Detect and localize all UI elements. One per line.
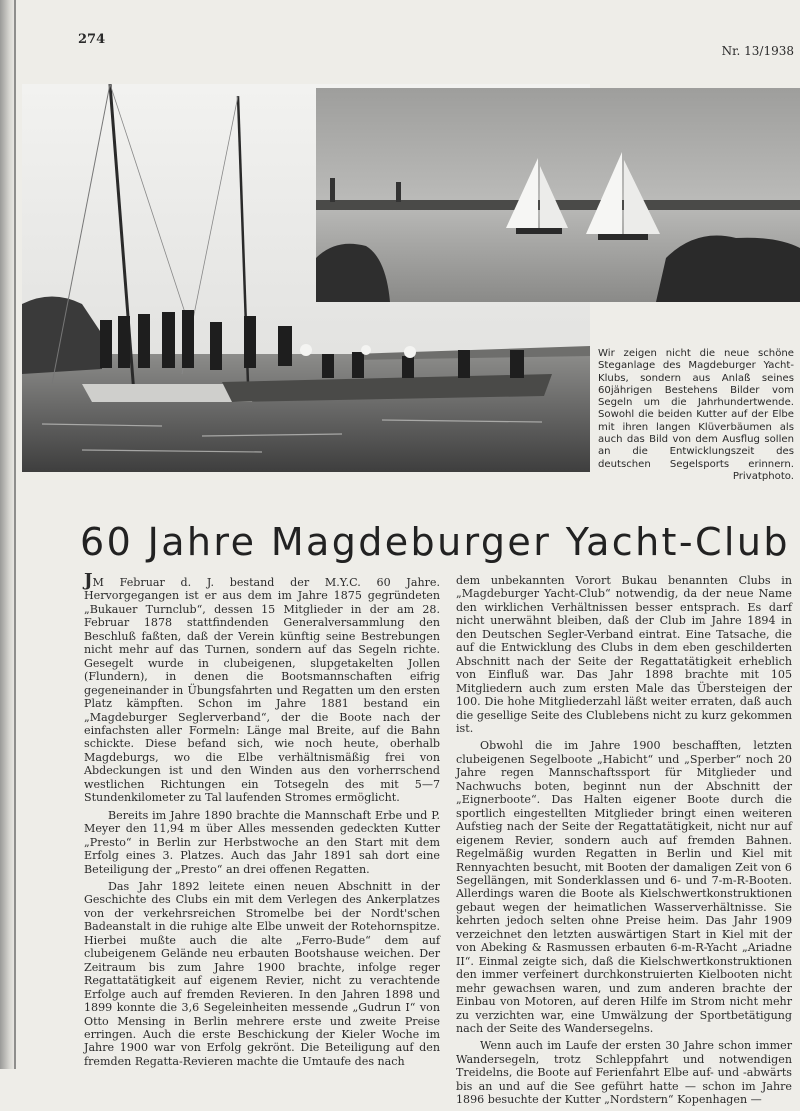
- paragraph: Wenn auch im Laufe der ersten 30 Jahre schon immer Wandersegeln, trotz Schleppfahrt und notwendigen Treidelns, die Boote auf Ferienfahrt Elbe auf- und -abwärts bis an und auf die See geführt hatte — schon im Jahre 1896 besuchte der Kutter „Nordstern“ Kopenhagen —: [456, 1039, 792, 1107]
- photo-two-sailboats: [316, 88, 800, 302]
- page-edge-line: [14, 0, 16, 1069]
- caption-text: Wir zeigen nicht die neue schöne Steganlage des Magdeburger Yacht-Klubs, sondern aus Anlaß seines 60jährigen Bestehens Bilder vom Segeln um die Jahrhundertwende. Sowohl die beiden Kutter auf der Elbe mit ihren langen Klüverbäumen als auch das Bild von dem Ausflug sollen an die Entwicklungszeit des deutschen Segelsports erinnern.: [598, 348, 794, 470]
- photo-caption: [598, 348, 794, 483]
- paragraph: Obwohl die im Jahre 1900 beschafften, letzten clubeigenen Segelboote „Habicht“ und „Sperber“ noch 20 Jahre regen Mannschaftssport für Mitglieder und Nachwuchs boten, beginnt nun der Abschnitt der „Eignerboote“. Das Halten eigener Boote durch die sportlich eingestellten Mitglieder bringt einen weiteren Aufstieg nach der Seite der Regattatätigkeit, nicht nur auf eigenem Revier, sondern auch auf fremden Bahnen. Regelmäßig wurden Regatten in Berlin und Kiel mit Rennyachten besucht, mit Booten der damaligen Zeit von 6 Segellängen, mit Sonderklassen und 6- und 7-m-R-Booten. Allerdings waren die Boote als Kielschwertkonstruktionen gebaut wegen der heimatlichen Wasserverhältnisse. Sie kehrten jedoch selten ohne Preise heim. Das Jahr 1909 verzeichnet den letzten auswärtigen Start in Kiel mit der von Abeking & Rasmussen erbauten 6-m-R-Yacht „Ariadne II“. Einmal zeigte sich, daß die Kielschwertkonstruktionen den immer verfeinert durchkonstruierten Kielbooten nicht mehr gewachsen waren, und zum anderen brachte der Einbau von Motoren, auf deren Hilfe im Strom nicht mehr zu verzichten war, eine Umwälzung der Sportbetätigung nach der Seite des Wandersegelns.: [456, 739, 792, 1035]
- issue-number: Nr. 13/1938: [721, 44, 794, 58]
- photo-credit: Privatphoto.: [732, 470, 794, 482]
- paragraph: dem unbekannten Vorort Bukau benannten Clubs in „Magdeburger Yacht-Club“ notwendig, da der neue Name den wirklichen Verhältnissen besser entsprach. Es darf nicht unerwähnt bleiben, daß der Club im Jahre 1894 in den Deutschen Segler-Verband eintrat. Eine Tatsache, die auf die Entwicklung des Clubs in dem eben geschilderten Abschnitt nach der Seite der Regattatätigkeit erheblich von Einfluß war. Das Jahr 1898 brachte mit 105 Mitgliedern auch zum ersten Male das Übersteigen der 100. Die hohe Mitgliederzahl läßt weiter erraten, daß auch die gesellige Seite des Clublebens nicht zu kurz gekommen ist.: [456, 574, 792, 735]
- paragraph: Das Jahr 1892 leitete einen neuen Abschnitt in der Geschichte des Clubs ein mit dem Verlegen des Ankerplatzes von der verkehrsreichen Stromelbe bei der Nordt'schen Badeanstalt in die ruhige alte Elbe unweit der Rotehornspitze. Hierbei mußte auch die alte „Ferro-Bude“ dem auf clubeigenem Gelände neu erbauten Bootshause weichen. Der Zeitraum bis zum Jahre 1900 brachte, infolge reger Regattatätigkeit auf eigenem Revier, nicht zu verachtende Erfolge auch auf fremden Revieren. In den Jahren 1898 und 1899 konnte die 3,6 Segeleinheiten messende „Gudrun I“ von Otto Mensing in Berlin mehrere erste und zweite Preise erringen. Auch die erste Beschickung der Kieler Woche im Jahre 1900 war von Erfolg gekrönt. Die Beteiligung auf den fremden Regatta-Revieren machte die Umtaufe des nach: [84, 879, 440, 1068]
- page-number: 274: [78, 32, 106, 47]
- article-column-1: [84, 570, 440, 1072]
- article-column-2: [456, 574, 792, 1111]
- paragraph: JM Februar d. J. bestand der M.Y.C. 60 Jahre. Hervorgegangen ist er aus dem im Jahre 1875 gegründeten „Bukauer Turnclub“, dessen 15 Mitglieder in der am 28. Februar 1878 stattfindenden Generalversammlung den Beschluß faßten, daß der Verein künftig seine Bestrebungen nicht mehr auf das Turnen, sondern auf das Segeln richte. Gesegelt wurde in clubeigenen, slupgetakelten Jollen (Flundern), in denen die Bootsmannschaften eifrig gegeneinander in Übungsfahrten und Regatten um den ersten Platz kämpften. Schon im Jahre 1881 bestand ein „Magdeburger Seglerverband“, der die Boote nach der einfachsten aller Formeln: Länge mal Breite, auf die Bahn schickte. Diese befand sich, wie noch heute, oberhalb Magdeburgs, wo die Elbe verhältnismäßig frei von Abdeckungen ist und den Winden aus den vorherrschend westlichen Richtungen ein Totsegeln des mit 5—7 Stundenkilometer zu Tal laufenden Stromes ermöglicht.: [84, 570, 440, 805]
- article-title: 60 Jahre Magdeburger Yacht-Club: [80, 520, 790, 564]
- paragraph: Bereits im Jahre 1890 brachte die Mannschaft Erbe und P. Meyer den 11,94 m über Alles messenden gedeckten Kutter „Presto“ in Berlin zur Herbstwoche an den Start mit dem Erfolg eines 3. Platzes. Auch das Jahr 1891 sah dort eine Beteiligung der „Presto“ an drei offenen Regatten.: [84, 808, 440, 876]
- two-sailboats-photo-icon: [316, 88, 800, 302]
